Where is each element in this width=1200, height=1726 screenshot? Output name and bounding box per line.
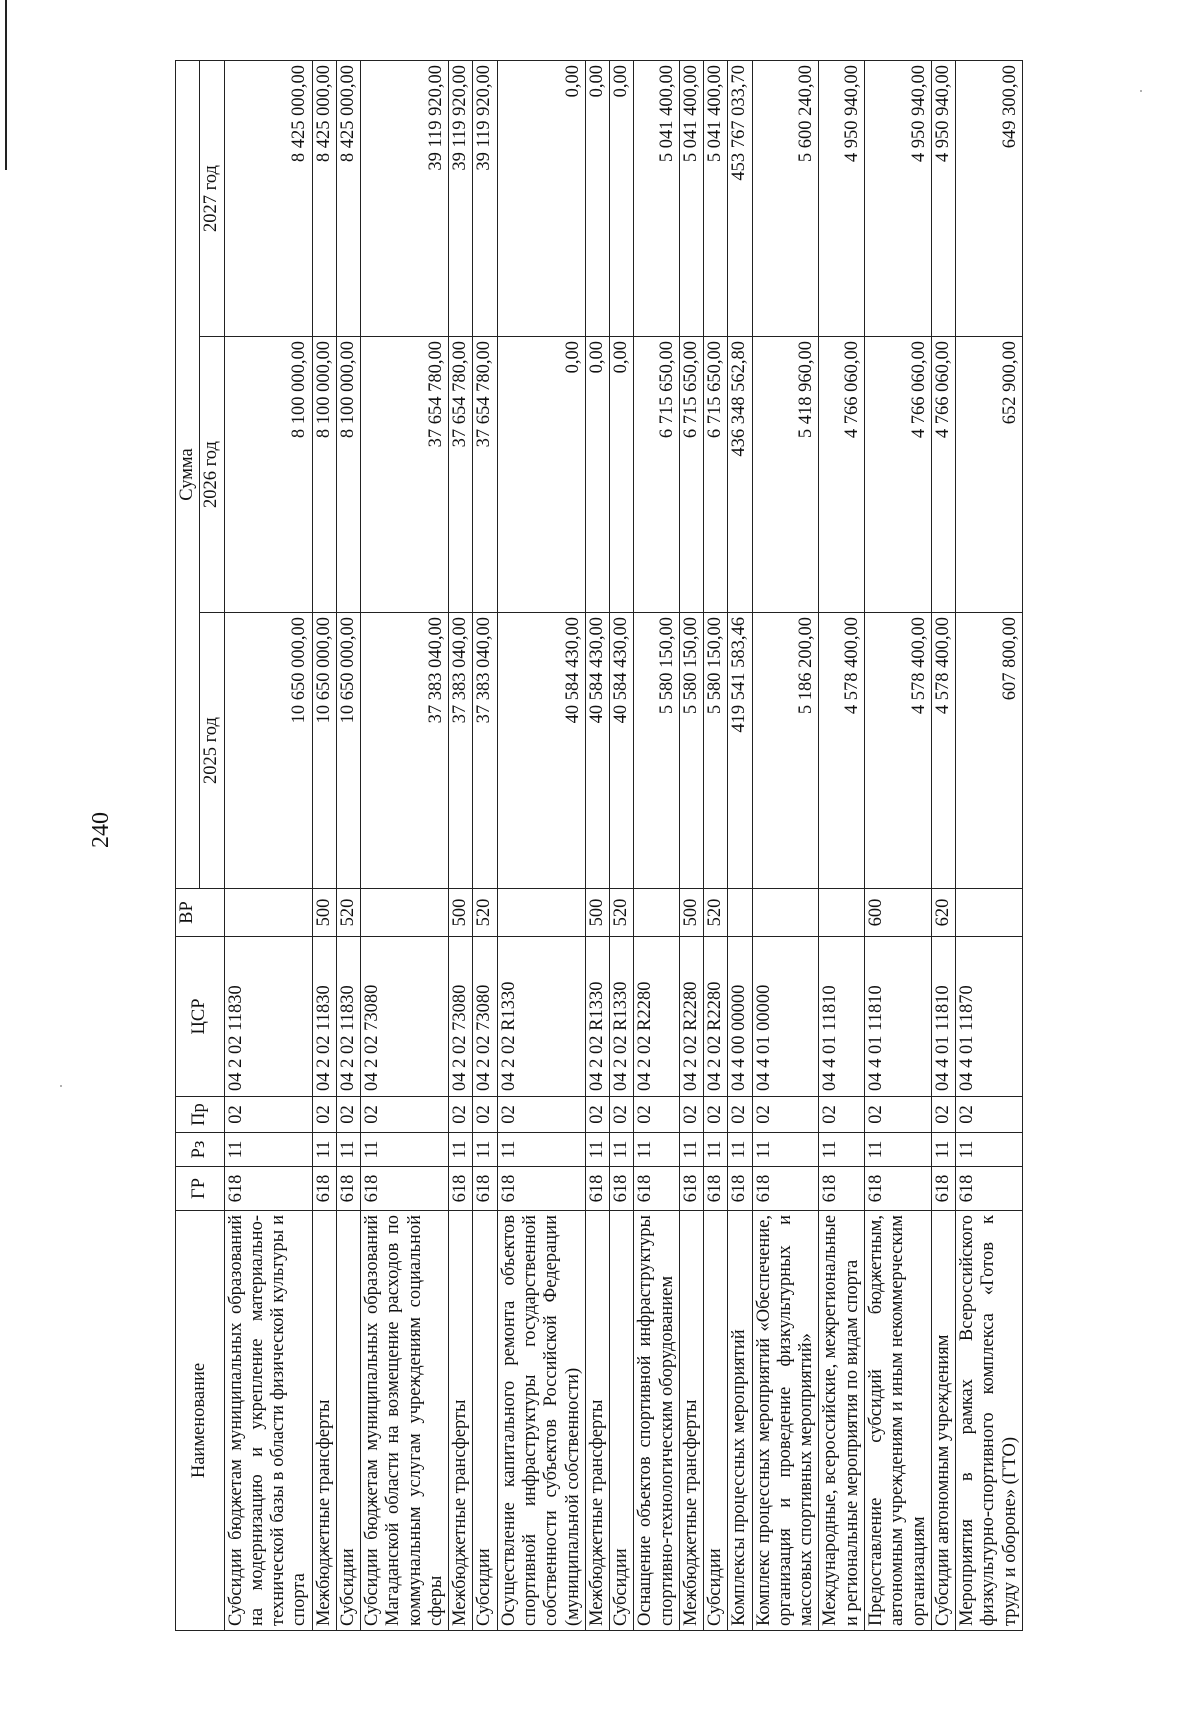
cell-rz: 11 (497, 1133, 585, 1167)
cell-pr: 02 (704, 1097, 728, 1133)
cell-y2027: 5 041 400,00 (634, 60, 680, 336)
cell-vr: 520 (610, 889, 634, 937)
cell-csr: 04 2 02 R2280 (679, 937, 703, 1097)
cell-rz: 11 (819, 1133, 865, 1167)
cell-pr: 02 (497, 1097, 585, 1133)
cell-vr: 620 (931, 889, 955, 937)
cell-csr: 04 2 02 11830 (336, 937, 360, 1097)
header-sum: Сумма (176, 60, 200, 888)
cell-y2027: 4 950 940,00 (931, 60, 955, 336)
cell-rz: 11 (931, 1133, 955, 1167)
cell-rz: 11 (704, 1133, 728, 1167)
cell-rz: 11 (634, 1133, 680, 1167)
cell-y2026: 8 100 000,00 (224, 337, 312, 613)
cell-y2025: 4 578 400,00 (864, 613, 931, 889)
cell-vr (224, 889, 312, 937)
table-row (728, 60, 752, 1630)
cell-gr: 618 (819, 1167, 865, 1211)
cell-y2026: 37 654 780,00 (361, 337, 449, 613)
cell-y2027: 453 767 033,70 (728, 60, 752, 336)
cell-y2027: 4 950 940,00 (864, 60, 931, 336)
cell-y2027: 39 119 920,00 (473, 60, 497, 336)
cell-csr: 04 2 02 R1330 (585, 937, 609, 1097)
cell-name: Межбюджетные трансферты (312, 1211, 336, 1631)
cell-rz: 11 (610, 1133, 634, 1167)
cell-name: Субсидии (704, 1211, 728, 1631)
cell-gr: 618 (473, 1167, 497, 1211)
table-body (224, 60, 1022, 1630)
cell-rz: 11 (473, 1133, 497, 1167)
cell-y2026: 0,00 (585, 337, 609, 613)
cell-pr: 02 (956, 1097, 1023, 1133)
cell-y2026: 8 100 000,00 (336, 337, 360, 613)
cell-y2025: 5 580 150,00 (679, 613, 703, 889)
cell-gr: 618 (224, 1167, 312, 1211)
table-row (497, 60, 585, 1630)
cell-gr: 618 (704, 1167, 728, 1211)
table-row (752, 60, 819, 1630)
cell-csr: 04 4 01 11810 (819, 937, 865, 1097)
table-row (704, 60, 728, 1630)
cell-y2025: 10 650 000,00 (312, 613, 336, 889)
page-number: 240 (88, 812, 114, 848)
cell-name: Межбюджетные трансферты (679, 1211, 703, 1631)
cell-gr: 618 (634, 1167, 680, 1211)
cell-gr: 618 (336, 1167, 360, 1211)
cell-pr: 02 (634, 1097, 680, 1133)
cell-gr: 618 (679, 1167, 703, 1211)
header-2027: 2027 год (200, 60, 224, 336)
cell-pr: 02 (819, 1097, 865, 1133)
cell-gr: 618 (585, 1167, 609, 1211)
cell-y2027: 649 300,00 (956, 60, 1023, 336)
cell-csr: 04 2 02 11830 (224, 937, 312, 1097)
cell-gr: 618 (752, 1167, 819, 1211)
cell-rz: 11 (312, 1133, 336, 1167)
cell-y2025: 37 383 040,00 (473, 613, 497, 889)
cell-name: Оснащение объектов спортивной инфраструктуры спортивно-технологическим оборудованием (634, 1211, 680, 1631)
cell-y2027: 0,00 (497, 60, 585, 336)
cell-gr: 618 (610, 1167, 634, 1211)
cell-name: Комплексы процессных мероприятий (728, 1211, 752, 1631)
cell-vr (819, 889, 865, 937)
cell-csr: 04 4 01 11810 (864, 937, 931, 1097)
table-row (449, 60, 473, 1630)
cell-gr: 618 (449, 1167, 473, 1211)
cell-y2025: 40 584 430,00 (497, 613, 585, 889)
cell-name: Осуществление капитального ремонта объектов спортивной инфраструктуры государственной собственности субъектов Российской Федерации (муниципальной собственности) (497, 1211, 585, 1631)
cell-y2027: 8 425 000,00 (312, 60, 336, 336)
cell-pr: 02 (931, 1097, 955, 1133)
cell-pr: 02 (752, 1097, 819, 1133)
cell-csr: 04 4 01 11870 (956, 937, 1023, 1097)
table-row (610, 60, 634, 1630)
cell-y2027: 5 600 240,00 (752, 60, 819, 336)
cell-y2026: 5 418 960,00 (752, 337, 819, 613)
cell-csr: 04 2 02 73080 (449, 937, 473, 1097)
cell-y2027: 0,00 (585, 60, 609, 336)
cell-y2026: 37 654 780,00 (449, 337, 473, 613)
cell-rz: 11 (864, 1133, 931, 1167)
cell-pr: 02 (585, 1097, 609, 1133)
table-row (336, 60, 360, 1630)
cell-vr (361, 889, 449, 937)
table-row (679, 60, 703, 1630)
cell-y2026: 652 900,00 (956, 337, 1023, 613)
cell-pr: 02 (336, 1097, 360, 1133)
cell-name: Межбюджетные трансферты (585, 1211, 609, 1631)
cell-y2026: 8 100 000,00 (312, 337, 336, 613)
cell-y2025: 5 580 150,00 (704, 613, 728, 889)
header-csr: ЦСР (176, 937, 225, 1097)
cell-y2025: 4 578 400,00 (931, 613, 955, 889)
header-row-1 (176, 60, 200, 1630)
cell-csr: 04 2 02 R1330 (497, 937, 585, 1097)
cell-gr: 618 (361, 1167, 449, 1211)
cell-name: Предоставление субсидий бюджетным, автономным учреждениям и иным некоммерческим организациям (864, 1211, 931, 1631)
cell-rz: 11 (336, 1133, 360, 1167)
cell-rz: 11 (679, 1133, 703, 1167)
cell-y2026: 436 348 562,80 (728, 337, 752, 613)
cell-csr: 04 2 02 11830 (312, 937, 336, 1097)
cell-gr: 618 (312, 1167, 336, 1211)
table-row (956, 60, 1023, 1630)
cell-y2025: 10 650 000,00 (336, 613, 360, 889)
cell-vr (728, 889, 752, 937)
cell-y2026: 6 715 650,00 (679, 337, 703, 613)
cell-vr: 600 (864, 889, 931, 937)
cell-y2026: 37 654 780,00 (473, 337, 497, 613)
cell-y2026: 4 766 060,00 (819, 337, 865, 613)
cell-name: Субсидии бюджетам муниципальных образований Магаданской области на возмещение расходов по коммунальным услугам учреждениям социальной сферы (361, 1211, 449, 1631)
cell-y2025: 419 541 583,46 (728, 613, 752, 889)
cell-name: Субсидии (473, 1211, 497, 1631)
cell-vr: 500 (449, 889, 473, 937)
cell-y2026: 4 766 060,00 (864, 337, 931, 613)
header-gr: ГР (176, 1167, 225, 1211)
cell-y2026: 0,00 (497, 337, 585, 613)
header-rz: Рз (176, 1133, 225, 1167)
table-row (864, 60, 931, 1630)
cell-vr (752, 889, 819, 937)
cell-gr: 618 (931, 1167, 955, 1211)
cell-gr: 618 (864, 1167, 931, 1211)
cell-y2027: 5 041 400,00 (704, 60, 728, 336)
cell-name: Субсидии (610, 1211, 634, 1631)
cell-y2027: 8 425 000,00 (336, 60, 360, 336)
header-name: Наименование (176, 1211, 225, 1631)
cell-pr: 02 (312, 1097, 336, 1133)
header-2026: 2026 год (200, 337, 224, 613)
header-pr: Пр (176, 1097, 225, 1133)
cell-rz: 11 (361, 1133, 449, 1167)
cell-y2025: 607 800,00 (956, 613, 1023, 889)
cell-vr (497, 889, 585, 937)
table-row (312, 60, 336, 1630)
table-row (224, 60, 312, 1630)
cell-name: Субсидии бюджетам муниципальных образований на модернизацию и укрепление материально-технической базы в области физической культуры и спорта (224, 1211, 312, 1631)
cell-y2025: 5 580 150,00 (634, 613, 680, 889)
cell-csr: 04 4 01 00000 (752, 937, 819, 1097)
cell-y2026: 6 715 650,00 (704, 337, 728, 613)
cell-vr: 520 (704, 889, 728, 937)
cell-y2025: 40 584 430,00 (585, 613, 609, 889)
cell-pr: 02 (449, 1097, 473, 1133)
cell-y2025: 4 578 400,00 (819, 613, 865, 889)
table-row (931, 60, 955, 1630)
table-row (361, 60, 449, 1630)
cell-rz: 11 (224, 1133, 312, 1167)
cell-vr: 500 (585, 889, 609, 937)
table-row (473, 60, 497, 1630)
cell-csr: 04 4 00 00000 (728, 937, 752, 1097)
cell-name: Субсидии (336, 1211, 360, 1631)
cell-pr: 02 (679, 1097, 703, 1133)
cell-csr: 04 4 01 11810 (931, 937, 955, 1097)
cell-vr: 520 (473, 889, 497, 937)
cell-csr: 04 2 02 73080 (473, 937, 497, 1097)
cell-gr: 618 (728, 1167, 752, 1211)
cell-csr: 04 2 02 R2280 (634, 937, 680, 1097)
cell-gr: 618 (497, 1167, 585, 1211)
cell-pr: 02 (864, 1097, 931, 1133)
cell-y2025: 10 650 000,00 (224, 613, 312, 889)
cell-rz: 11 (752, 1133, 819, 1167)
cell-pr: 02 (610, 1097, 634, 1133)
cell-vr: 500 (679, 889, 703, 937)
cell-y2027: 0,00 (610, 60, 634, 336)
table-row (819, 60, 865, 1630)
cell-csr: 04 2 02 73080 (361, 937, 449, 1097)
cell-y2025: 37 383 040,00 (449, 613, 473, 889)
budget-table (175, 60, 1023, 1631)
cell-name: Мероприятия в рамках Всероссийского физкультурно-спортивного комплекса «Готов к труду и обороне» (ГТО) (956, 1211, 1023, 1631)
cell-rz: 11 (956, 1133, 1023, 1167)
header-vr: ВР (176, 889, 225, 937)
cell-pr: 02 (473, 1097, 497, 1133)
table-row (634, 60, 680, 1630)
cell-y2025: 5 186 200,00 (752, 613, 819, 889)
cell-vr (634, 889, 680, 937)
cell-name: Субсидии автономным учреждениям (931, 1211, 955, 1631)
cell-y2027: 5 041 400,00 (679, 60, 703, 336)
cell-csr: 04 2 02 R1330 (610, 937, 634, 1097)
cell-y2027: 39 119 920,00 (361, 60, 449, 336)
cell-y2026: 4 766 060,00 (931, 337, 955, 613)
cell-rz: 11 (728, 1133, 752, 1167)
cell-pr: 02 (224, 1097, 312, 1133)
cell-y2027: 4 950 940,00 (819, 60, 865, 336)
cell-vr (956, 889, 1023, 937)
header-2025: 2025 год (200, 613, 224, 889)
cell-name: Межбюджетные трансферты (449, 1211, 473, 1631)
cell-vr: 500 (312, 889, 336, 937)
cell-rz: 11 (585, 1133, 609, 1167)
cell-pr: 02 (361, 1097, 449, 1133)
cell-pr: 02 (728, 1097, 752, 1133)
cell-y2025: 40 584 430,00 (610, 613, 634, 889)
table-row (585, 60, 609, 1630)
cell-gr: 618 (956, 1167, 1023, 1211)
cell-y2025: 37 383 040,00 (361, 613, 449, 889)
cell-name: Комплекс процессных мероприятий «Обеспечение, организация и проведение физкультурных и массовых спортивных мероприятий» (752, 1211, 819, 1631)
cell-y2027: 39 119 920,00 (449, 60, 473, 336)
cell-rz: 11 (449, 1133, 473, 1167)
cell-vr: 520 (336, 889, 360, 937)
cell-y2026: 6 715 650,00 (634, 337, 680, 613)
cell-name: Международные, всероссийские, межрегиональные и региональные мероприятия по видам спорта (819, 1211, 865, 1631)
cell-y2026: 0,00 (610, 337, 634, 613)
cell-csr: 04 2 02 R2280 (704, 937, 728, 1097)
cell-y2027: 8 425 000,00 (224, 60, 312, 336)
